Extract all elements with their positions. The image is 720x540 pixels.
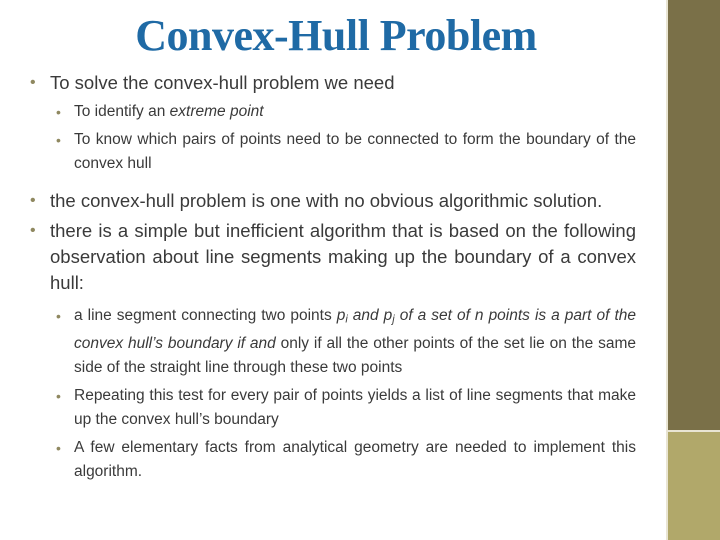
sub-bullet-group-2 (28, 304, 636, 484)
sub-bullet-text: and (347, 307, 384, 324)
sub-bullet-extreme-point (74, 100, 636, 124)
bullet-simple-algorithm: • there is a simple but inefficient algorithm that is based on the following observation about line segments making up the boundary of a convex hull: (28, 218, 636, 296)
extreme-point-term: extreme point (169, 103, 264, 120)
point-symbol: p (383, 307, 393, 324)
bullet-no-obvious-solution: • the convex-hull problem is one with no obvious algorithmic solution. (28, 188, 636, 214)
sub-bullet-group-1 (28, 100, 636, 176)
sub-bullet-text: a line segment connecting two points (74, 307, 337, 324)
sub-bullet-analytical-geometry: • A few elementary facts from analytical geometry are needed to implement this algorithm. (74, 436, 636, 484)
slide-body (28, 70, 636, 496)
sub-bullet-connect-pairs: • To know which pairs of points need to be connected to form the boundary of the convex hull (74, 128, 636, 176)
sub-bullet-text: only if all the other points of the set lie on the same side of the straight line through these two points (74, 334, 637, 376)
point-symbol: p (336, 307, 346, 324)
bullet-solve-convex-hull: • To solve the convex-hull problem we need (28, 70, 636, 96)
slide-title: Convex-Hull Problem (135, 11, 537, 60)
sub-bullet-repeat-test: • Repeating this test for every pair of points yields a list of line segments that make up the convex hull’s boundary (74, 384, 636, 432)
sub-bullet-line-segment (74, 304, 636, 380)
sidebar-accent-block (668, 432, 720, 540)
subscript-j: j (392, 313, 395, 326)
subscript-i: i (345, 313, 348, 326)
sub-bullet-text: To identify an (74, 103, 170, 120)
sub-bullet-text: of a set of n points is a part of the convex hull’s boundary if and (74, 307, 636, 352)
